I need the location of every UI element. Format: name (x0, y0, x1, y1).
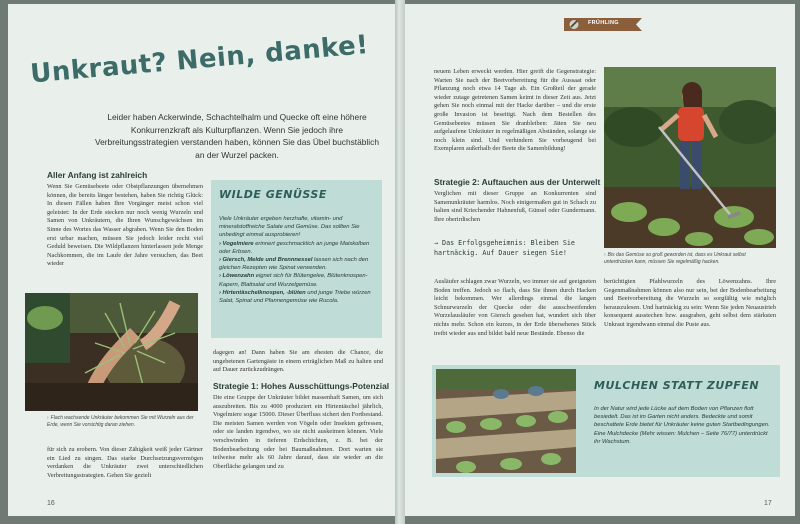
box-item: › Hirtentäschelknospen, -blüten und junge Triebe würzen Salat, Spinat und Pfannengemüse wie Rucola. (219, 289, 371, 305)
box-item: › Giersch, Melde und Brennnessel lassen sich nach den gleichen Rezepten wie Spinat verwenden. (219, 257, 369, 272)
section-body-aller-anfang: Wenn Sie Gemüsebeete oder Obstpflanzungen übernehmen können, die bereits länger bestehen, haben Sie richtig Glück: In diesen Fällen haben Ihre Vorgänger meist schon viel geleistet: In der Erde stecken nur noch wenig Wurzeln und Samen von Unkräutern, die Ihren Wunschgewächsen im Sinne des Wortes das Wasser abgraben. Wenn Sie den Boden erst urbar machen, müssen Sie jedoch leider recht viel Geduld beweisen. Die Wildpflanzen hinterlassen jede Menge Nachkommen, die im Laufe der Jahre versuchen, das Beet wieder (47, 183, 203, 268)
banner-label: FRÜHLING (588, 20, 619, 26)
box-item-bold: Giersch, Melde und Brennnessel (222, 257, 313, 264)
box-intro: Viele Unkräuter ergeben herzhafte, vitamin- und mineralstoffreiche Salate und Gemüse. Das sollten Sie unbedingt einmal ausprobieren! (219, 216, 360, 239)
right-photo-caption (604, 252, 776, 266)
mulchen-box-title: MULCHEN STATT ZUPFEN (594, 379, 760, 392)
box-item-text: und junge Triebe würzen Salat, Spinat und Pfannengemüse wie Rucola. (219, 289, 371, 305)
box-item: › Löwenzahn eignet sich für Blütengelee, Blütenknospen-Kapern, Blattsalat und Wurzelgemüse. (219, 273, 368, 288)
book-gutter (395, 0, 405, 524)
right-col2-bottom: berüchtigten Pfahlwurzeln des Löwenzahns. Ihre Gegenmaßnahmen können also nur sein, bei der Bodenbearbeitung und Beetvorbereitung die Wurzeln so sorgfältig wie möglich herauszulesen. Und hartnäckig zu sein: Wenn Sie jeden Neuaustrieb konsequent ausstechen bzw. ausgraben, geht selbst dem stärksten Unkraut irgendwann einmal die Puste aus. (604, 278, 776, 328)
left-photo-caption (47, 415, 197, 429)
right-col1-top: neuem Leben erweckt werden. Hier greift die Gegenstrategie: Warten Sie nach der Beetvorbereitung für die Aussaat oder Pflanzung noch etwa 14 Tage ab. Ein Großteil der gerade wieder zutage getretenen Samen keimt in dieser Zeit aus. Jetzt gehen Sie noch einmal mit der Hacke darüber – und die erste große Invasion ist beseitigt. Nach dem Bestellen des Gemüsebeetes müssen Sie dranbleiben: Jäten Sie neu aufgelaufene Unkräuter in regelmäßigen Abständen, solange sie noch klein sind. Und verhindern Sie vorbeugend bei Exemplaren außerhalb der Beete die Samenbildung! (434, 68, 596, 153)
trowel-icon (570, 20, 579, 29)
section-body-continued: für sich zu erobern. Von dieser Zähigkeit weiß jeder Gärtner ein Lied zu singen. Das starke Durchsetzungsvermögen verdanken die Unkräuter zwei unterschiedlichen Verbreitungsstrategien. Gehen Sie gezielt (47, 446, 203, 479)
box-item-bold: Hirtentäschelknospen, -blüten (222, 289, 306, 296)
box-item: › Vogelmiere erinnert geschmacklich an junge Maiskolben oder Erbsen. (219, 240, 370, 255)
garden-bed-photo (436, 369, 576, 473)
caption-arrow-icon: › (47, 415, 49, 421)
strategy1-heading: Strategie 1: Hohes Ausschüttungs-Potenzial (213, 381, 390, 391)
right-photo-caption-text: Bis das Gemüse so groß geworden ist, dass es Unkraut selbst unterdrücken kann, müssen Sie regelmäßig hacken. (604, 252, 746, 265)
weeding-hands-photo (25, 293, 198, 411)
page-number-right: 17 (764, 500, 772, 507)
box-item-text: erinnert geschmacklich an junge Maiskolben oder Erbsen. (219, 240, 370, 255)
section-heading-aller-anfang: Aller Anfang ist zahlreich (47, 170, 148, 180)
page-title: Unkraut? Nein, danke! (29, 30, 370, 90)
woman-hoeing-photo (604, 67, 776, 248)
mulchen-box (432, 365, 780, 477)
page-number-left: 16 (47, 500, 55, 507)
left-photo-caption-text: Flach wachsende Unkräuter bekommen Sie mit Wurzeln aus der Erde, wenn Sie vorsichtig daran ziehen. (47, 415, 194, 428)
mulchen-box-text: In der Natur wird jede Lücke auf dem Boden von Pflanzen flott besiedelt. Das ist im Garten nicht anders. Bedeckte und somit beschattete Erde bietet für Unkräuter keine guten Startbedingungen. Eine Mulchdecke (Mehr wissen: Mulchen – Seite 76/77) unterdrückt ihr Wachstum. (594, 406, 770, 445)
box-item-text: eignet sich für Blütengelee, Blütenknospen-Kapern, Blattsalat und Wurzelgemüse. (219, 273, 368, 288)
strategy1-body: Die eine Gruppe der Unkräuter bildet massenhaft Samen, um sich auszubreiten. Bis zu 4000 produziert ein Hirtentäschel jährlich, Vogelmiere sogar 15000. Dieser Überfluss sichert den Fortbestand. Die meisten Samen werden von Vögeln oder Insekten gefressen, oder sie landen irgendwo, wo sie nicht auskeimen können. Viele verschwinden in tieferen Erdschichten, z. B. bei der Bodenbearbeitung oder bei Baumaßnahmen. Dort warten sie teilweise mehr als 60 Jahre darauf, dass sie wieder an die Oberfläche gelangen und zu (213, 394, 383, 470)
intro-text: Leider haben Ackerwinde, Schachtelhalm und Quecke oft eine höhere Konkurrenzkraft als Kulturpflanzen. Wenn Sie jedoch ihre Verbreitungsstrategien verstanden haben, können Sie das Übel buchstäblich an der Wurzel packen. (94, 112, 379, 160)
strategy2-body: Verglichen mit dieser Gruppe an Konkurrenten sind Samenunkräuter harmlos. Noch einigermaßen gut in Schach zu halten sind Kriechender Hahnenfuß, Günsel oder Gundermann. Ihre oberirdischen (434, 190, 596, 223)
box-item-bold: Vogelmiere (222, 240, 254, 247)
caption-arrow-icon: › (604, 252, 606, 258)
col2-top-text: dagegen an! Dann haben Sie am ehesten die Chance, die ungebetenen Gartengäste in einem erträglichen Maß zu halten und auf Dauer zurückzudrängen. (213, 349, 383, 374)
strategy2-heading: Strategie 2: Auftauchen aus der Unterwelt (434, 177, 601, 187)
right-col1-bottom: Ausläufer schlagen zwar Wurzeln, wo immer sie auf geeigneten Boden treffen. Jedoch so flach, dass Sie ihnen durch Hacken leicht bekommen. Wer allerdings einmal die langen Schnurwurzeln der Quecke oder die ausschweifenden Wurzelausläufer von Giersch gesehen hat, wundert sich über nichts mehr. Schon ein kurzes, in der Erde übersehenes Stück treibt wieder aus und bildet bald neue Bestände. Ebenso die (434, 278, 596, 337)
box-content (219, 215, 377, 305)
success-tip: → Das Erfolgsgeheimnis: Bleiben Sie hartnäckig. Auf Dauer siegen Sie! (434, 239, 575, 257)
box-title: WILDE GENÜSSE (219, 188, 327, 201)
wilde-genuesse-box (211, 180, 382, 338)
box-item-bold: Löwenzahn (222, 273, 255, 280)
box-item-text: lassen sich nach den gleichen Rezepten wie Spinat verwenden. (219, 257, 369, 272)
